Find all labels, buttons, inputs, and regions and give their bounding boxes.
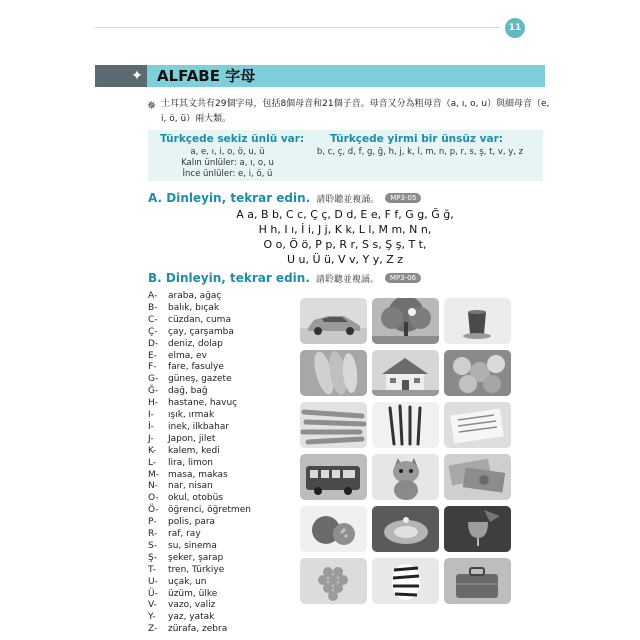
vowel-list: a, e, ı, i, o, ö, u, ü	[190, 147, 265, 157]
vocab-letter: J-	[148, 433, 154, 444]
vocab-words: kalem, kedi	[168, 445, 220, 456]
alphabet-row-1: A a, B b, C c, Ç ç, D d, E e, F f, G g, Ğ ğ,	[236, 208, 454, 221]
intro-text: 土耳其文共有29個字母，包括8個母音和21個子音。母音又分為粗母音（a, ı, o, u）與細母音（e, i, ö, ü）兩大類。	[161, 99, 550, 124]
apples-photo	[444, 350, 511, 396]
vocab-letter: R-	[148, 529, 158, 539]
consonant-heading: Türkçede yirmi bir ünsüz var:	[330, 133, 503, 145]
vocab-letter: Ü-	[148, 588, 158, 599]
vocab-words: uçak, un	[168, 576, 207, 587]
back-vowels: Kalın ünlüler: a, ı, o, u	[181, 158, 274, 168]
vocab-words: nar, nisan	[168, 481, 213, 492]
vocab-words: fare, fasulye	[168, 362, 224, 373]
vocab-letter: T-	[148, 564, 156, 575]
banknotes-photo	[444, 454, 511, 500]
alphabet-row-4: U u, Ü ü, V v, Y y, Z z	[286, 253, 404, 266]
zebra-photo	[372, 558, 439, 604]
vocab-letter: U-	[148, 576, 158, 587]
vocab-letter: V-	[148, 600, 157, 611]
mp3-badge-b[interactable]: MP3-06	[385, 273, 421, 283]
vocab-letter: M-	[148, 469, 160, 480]
alphabet-row-2: H h, I ı, İ i, J j, K k, L l, M m, N n,	[258, 223, 432, 236]
section-a-subtitle: 請聆聽並複誦。	[316, 194, 380, 205]
vocab-words: çay, çarşamba	[168, 326, 234, 337]
vocab-letter: B-	[148, 302, 158, 313]
vocab-letter: L-	[148, 457, 157, 468]
grapes-photo	[300, 558, 367, 604]
vocab-letter: İ-	[148, 421, 154, 432]
vocab-words: öğrenci, öğretmen	[168, 505, 251, 516]
vocab-words: şeker, şarap	[168, 552, 224, 563]
vocab-letter: Ş-	[148, 552, 157, 563]
vocab-words: Japon, jilet	[168, 433, 216, 444]
vocab-letter: Ğ-	[148, 386, 159, 397]
section-b-title: B. Dinleyin, tekrar edin.	[148, 271, 310, 285]
vocab-words: okul, otobüs	[168, 493, 224, 504]
section-a-title: A. Dinleyin, tekrar edin.	[148, 191, 311, 205]
vocab-words: inek, ilkbahar	[168, 421, 230, 432]
front-vowels: İnce ünlüler: e, i, ö, ü	[182, 169, 273, 179]
vocab-letter: P-	[148, 517, 157, 528]
vocab-letter: Z-	[148, 624, 158, 635]
beans-photo	[300, 402, 367, 448]
vocab-words: tren, Türkiye	[168, 564, 225, 575]
page-number: 11	[505, 18, 525, 38]
vocab-words: lira, limon	[168, 457, 213, 468]
vocab-letter: H-	[148, 398, 159, 409]
suitcase-photo	[444, 558, 511, 604]
page-title: ALFABE 字母	[157, 67, 256, 85]
vocab-words: raf, ray	[168, 529, 201, 539]
vocab-words: yaz, yatak	[168, 612, 215, 623]
vocab-words: dağ, bağ	[168, 386, 208, 397]
vocab-words: üzüm, ülke	[168, 588, 218, 599]
section-b-header	[148, 271, 421, 285]
water-photo	[372, 506, 439, 552]
pomegranate-photo	[300, 506, 367, 552]
vocab-words: ışık, ırmak	[168, 410, 215, 420]
vocab-words: zürafa, zebra	[168, 624, 228, 635]
house-photo	[372, 350, 439, 396]
vocab-letter: S-	[148, 540, 157, 551]
pens-photo	[372, 402, 439, 448]
vocab-letter: Ç-	[148, 326, 158, 337]
tea-photo	[444, 298, 511, 344]
vocab-letter: A-	[148, 291, 158, 301]
vocab-words: hastane, havuç	[168, 398, 238, 409]
sparkle-icon: ✵	[147, 99, 157, 112]
vocab-letter: Ö-	[148, 505, 159, 516]
vocab-words: masa, makas	[168, 469, 228, 480]
kitten-photo	[372, 454, 439, 500]
vocab-letter: F-	[148, 362, 157, 373]
vocab-words: araba, ağaç	[168, 291, 222, 301]
vocab-letter: N-	[148, 481, 158, 492]
vocab-words: su, sinema	[168, 540, 217, 551]
vocab-words: güneş, gazete	[168, 374, 232, 385]
mp3-badge-a[interactable]: MP3-05	[385, 193, 421, 203]
vocab-letter: C-	[148, 314, 158, 325]
consonant-list: b, c, ç, d, f, g, ğ, h, j, k, l, m, n, p, r, s, ş, t, v, y, z	[316, 147, 524, 157]
vocab-letter: E-	[148, 350, 157, 361]
vocab-words: polis, para	[168, 517, 216, 528]
vocab-letter: K-	[148, 445, 157, 456]
alphabet-row-3: O o, Ö ö, P p, R r, S s, Ş ş, T t,	[263, 238, 427, 251]
bus-photo	[300, 454, 367, 500]
header-rule	[95, 27, 500, 28]
vocab-words: cüzdan, cuma	[168, 314, 231, 325]
section-a-header	[148, 191, 421, 205]
vowel-heading: Türkçede sekiz ünlü var:	[160, 133, 305, 145]
vocab-words: balık, bıçak	[168, 302, 220, 313]
car-photo	[300, 298, 367, 344]
vocab-letter: I-	[148, 410, 154, 420]
vocab-letter: O-	[148, 493, 159, 504]
vocab-letter: Y-	[148, 612, 156, 623]
tree-photo	[372, 298, 439, 344]
wine-photo	[444, 506, 511, 552]
vocab-letter: G-	[148, 374, 159, 385]
vocab-words: elma, ev	[168, 350, 207, 361]
fish-photo	[300, 350, 367, 396]
vocab-words: vazo, valiz	[168, 600, 216, 611]
newspaper-photo	[444, 402, 511, 448]
magic-wand-icon: ✦	[131, 68, 143, 84]
vocab-letter: D-	[148, 338, 159, 349]
section-b-subtitle: 請聆聽並複誦。	[315, 274, 379, 285]
vocab-words: deniz, dolap	[168, 338, 223, 349]
